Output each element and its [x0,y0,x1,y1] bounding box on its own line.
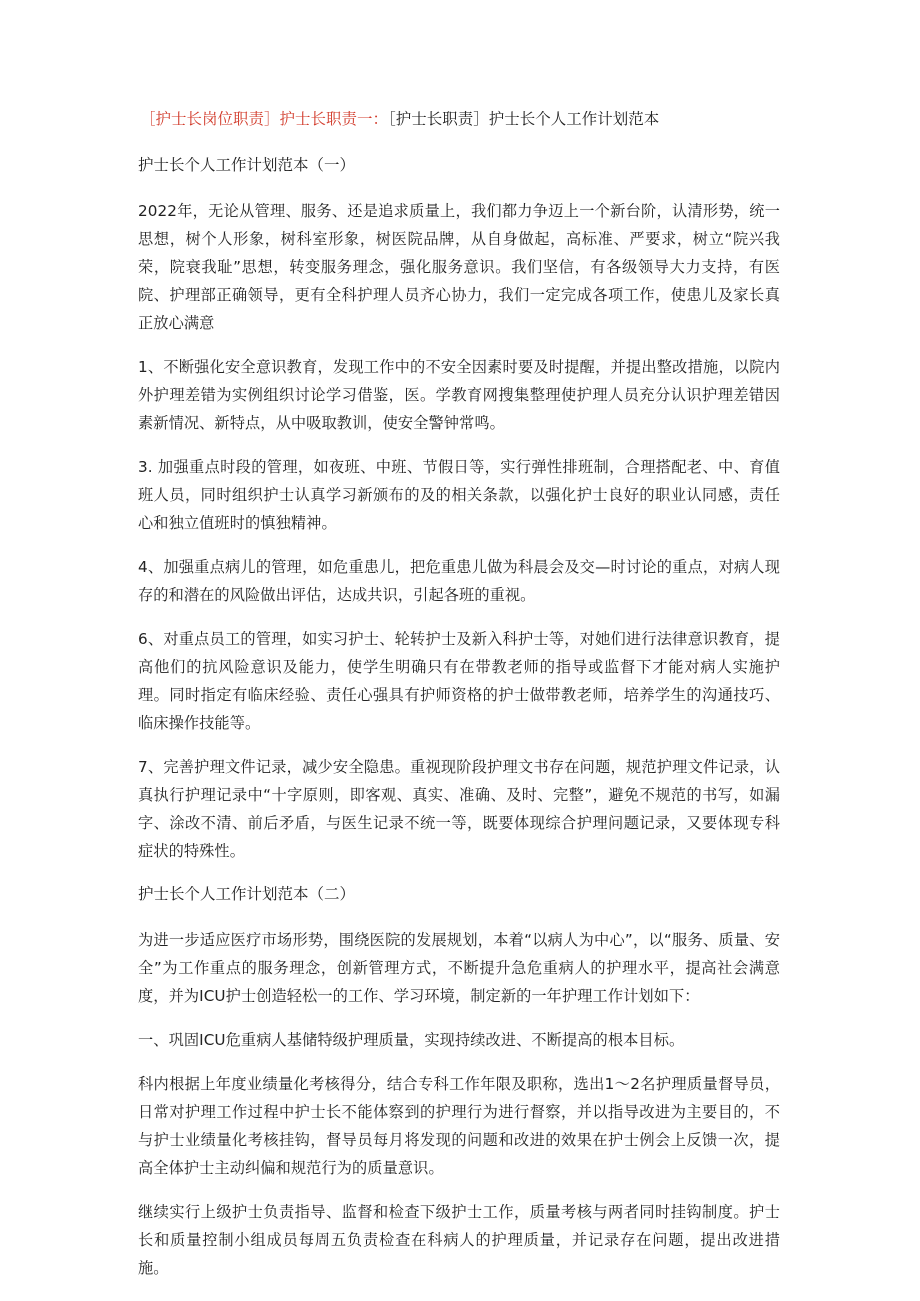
section-heading-2: 护士长个人工作计划范本（二） [138,885,356,903]
paragraph-section2-inspection: 继续实行上级护士负责指导、监督和检查下级护士工作，质量考核与两者同时挂钩制度。护士长和质量控制小组成员每周五负责检查在科病人的护理质量，并记录存在问题，提出改进措施。 [138,1203,780,1277]
paragraph-item-6: 6、对重点员工的管理，如实习护士、轮转护士及新入科护士等，对她们进行法律意识教育，提高他们的抗风险意识及能力，使学生明确只有在带教老师的指导或监督下才能对病人实施护理。同时指定有临床经验、责任心强具有护师资格的护士做带教老师，培养学生的沟通技巧、临床操作技能等。 [138,630,780,732]
section-heading-1: 护士长个人工作计划范本（一） [138,156,356,174]
paragraph-item-7: 7、完善护理文件记录，减少安全隐患。重视现阶段护理文书存在问题，规范护理文件记录，认真执行护理记录中“十字原则，即客观、真实、准确、及时、完整”，避免不规范的书写，如漏字、涂改不清、前后矛盾，与医生记录不统一等，既要体现综合护理问题记录，又要体现专科症状的特殊性。 [138,758,780,860]
paragraph-section2-supervisor: 科内根据上年度业绩量化考核得分，结合专科工作年限及职称，选出1～2名护理质量督导员，日常对护理工作过程中护士长不能体察到的护理行为进行督察，并以指导改进为主要目的，不与护士业绩量化考核挂钩，督导员每月将发现的问题和改进的效果在护士例会上反馈一次，提高全体护士主动纠偏和规范行为的质量意识。 [138,1075,780,1177]
title-main-text: ［护士长职责］护士长个人工作计划范本 [388,110,660,128]
document-page [138,106,780,1298]
paragraph-intro: 2022年，无论从管理、服务、还是追求质量上，我们都力争迈上一个新台阶，认清形势，统一思想，树个人形象，树科室形象，树医院品牌，从自身做起，高标准、严要求，树立“院兴我荣，院衰我耻”思想，转变服务理念，强化服务意识。我们坚信，有各级领导大力支持，有医院、护理部正确领导，更有全科护理人员齐心协力，我们一定完成各项工作，使患儿及家长真正放心满意 [138,202,780,332]
paragraph-section2-goal: 一、巩固ICU危重病人基储特级护理质量，实现持续改进、不断提高的根本目标。 [138,1031,685,1049]
paragraph-section2-intro: 为进一步适应医疗市场形势，围绕医院的发展规划，本着“以病人为中心”，以“服务、质量、安全”为工作重点的服务理念，创新管理方式，不断提升急危重病人的护理水平，提高社会满意度，并为ICU护士创造轻松一的工作、学习环境，制定新的一年护理工作计划如下： [138,931,780,1005]
paragraph-item-4: 4、加强重点病儿的管理，如危重患儿，把危重患儿做为科晨会及交—时讨论的重点，对病人现存的和潜在的风险做出评估，达成共识，引起各班的重视。 [138,558,780,604]
title-category-link[interactable]: ［护士长岗位职责］护士长职责一： [140,110,389,128]
paragraph-item-3: 3. 加强重点时段的管理，如夜班、中班、节假日等，实行弹性排班制，合理搭配老、中、育值班人员，同时组织护士认真学习新颁布的及的相关条款，以强化护士良好的职业认同感，责任心和独立值班时的慎独精神。 [138,458,780,532]
paragraph-item-1: 1、不断强化安全意识教育，发现工作中的不安全因素时要及时提醒，并提出整改措施，以院内外护理差错为实例组织讨论学习借鉴，医。学教育网搜集整理使护理人员充分认识护理差错因素新情况、新特点，从中吸取教训，使安全警钟常鸣。 [138,358,780,432]
document-title [140,106,780,132]
